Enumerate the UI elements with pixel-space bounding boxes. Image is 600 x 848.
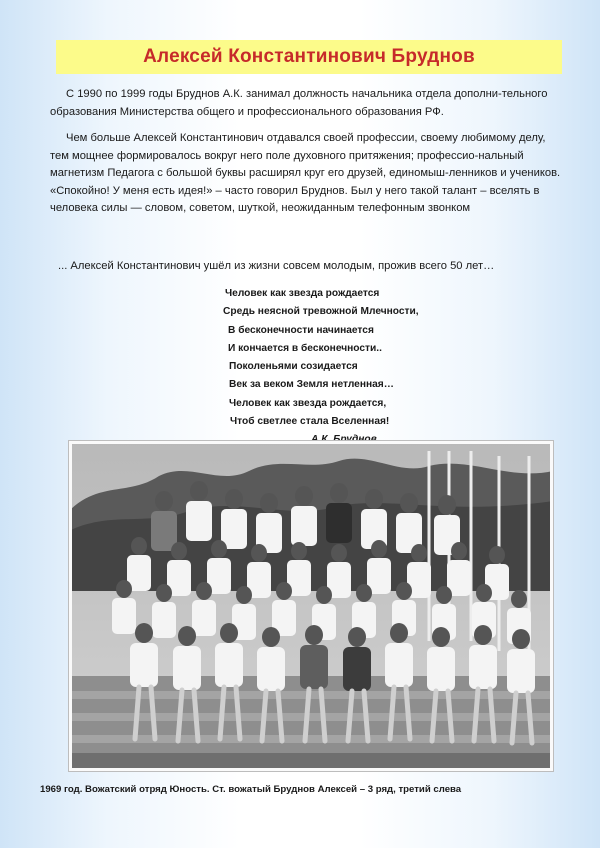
poem-line: В бесконечности начинается	[228, 324, 374, 336]
page-title: Алексей Константинович Бруднов	[143, 46, 475, 67]
poem-line: Век за веком Земля нетленная…	[229, 379, 394, 391]
group-photo	[68, 440, 554, 772]
poem-line: Человек как звезда рождается,	[229, 397, 387, 409]
group-photo-image	[69, 441, 553, 771]
poem-line: И кончается в бесконечности..	[228, 342, 382, 354]
paragraph-career: С 1990 по 1999 годы Бруднов А.К. занимал должность начальника отдела дополни-тельного образования Министерства общего и профессионального образования РФ.	[50, 88, 548, 118]
title-banner	[56, 40, 562, 74]
paragraph-character: Чем больше Алексей Константинович отдавался своей профессии, своему любимому делу, тем мощнее формировалось вокруг него поле духовного притяжения; профессио-нальный магнетизм Педагога с большой буквы расширял круг его друзей, единомыш-ленников и учеников. «Спокойно! У меня есть идея!» – часто говорил Бруднов. Был у него такой талант – вселять в человека силы — словом, советом, шуткой, неожиданным телефонным звонком	[50, 132, 561, 214]
poem-line: Средь неясной тревожной Млечности,	[223, 306, 419, 318]
photo-caption: 1969 год. Вожатский отряд Юность. Ст. вожатый Бруднов Алексей – 3 ряд, третий слева	[40, 784, 462, 795]
poem	[223, 285, 483, 450]
poem-line: Чтоб светлее стала Вселенная!	[230, 416, 390, 428]
poem-line: Человек как звезда рождается	[225, 288, 380, 299]
paragraph-ending: ... Алексей Константинович ушёл из жизни совсем молодым, прожив всего 50 лет…	[58, 260, 495, 272]
poem-line: Поколеньями созидается	[229, 361, 358, 373]
